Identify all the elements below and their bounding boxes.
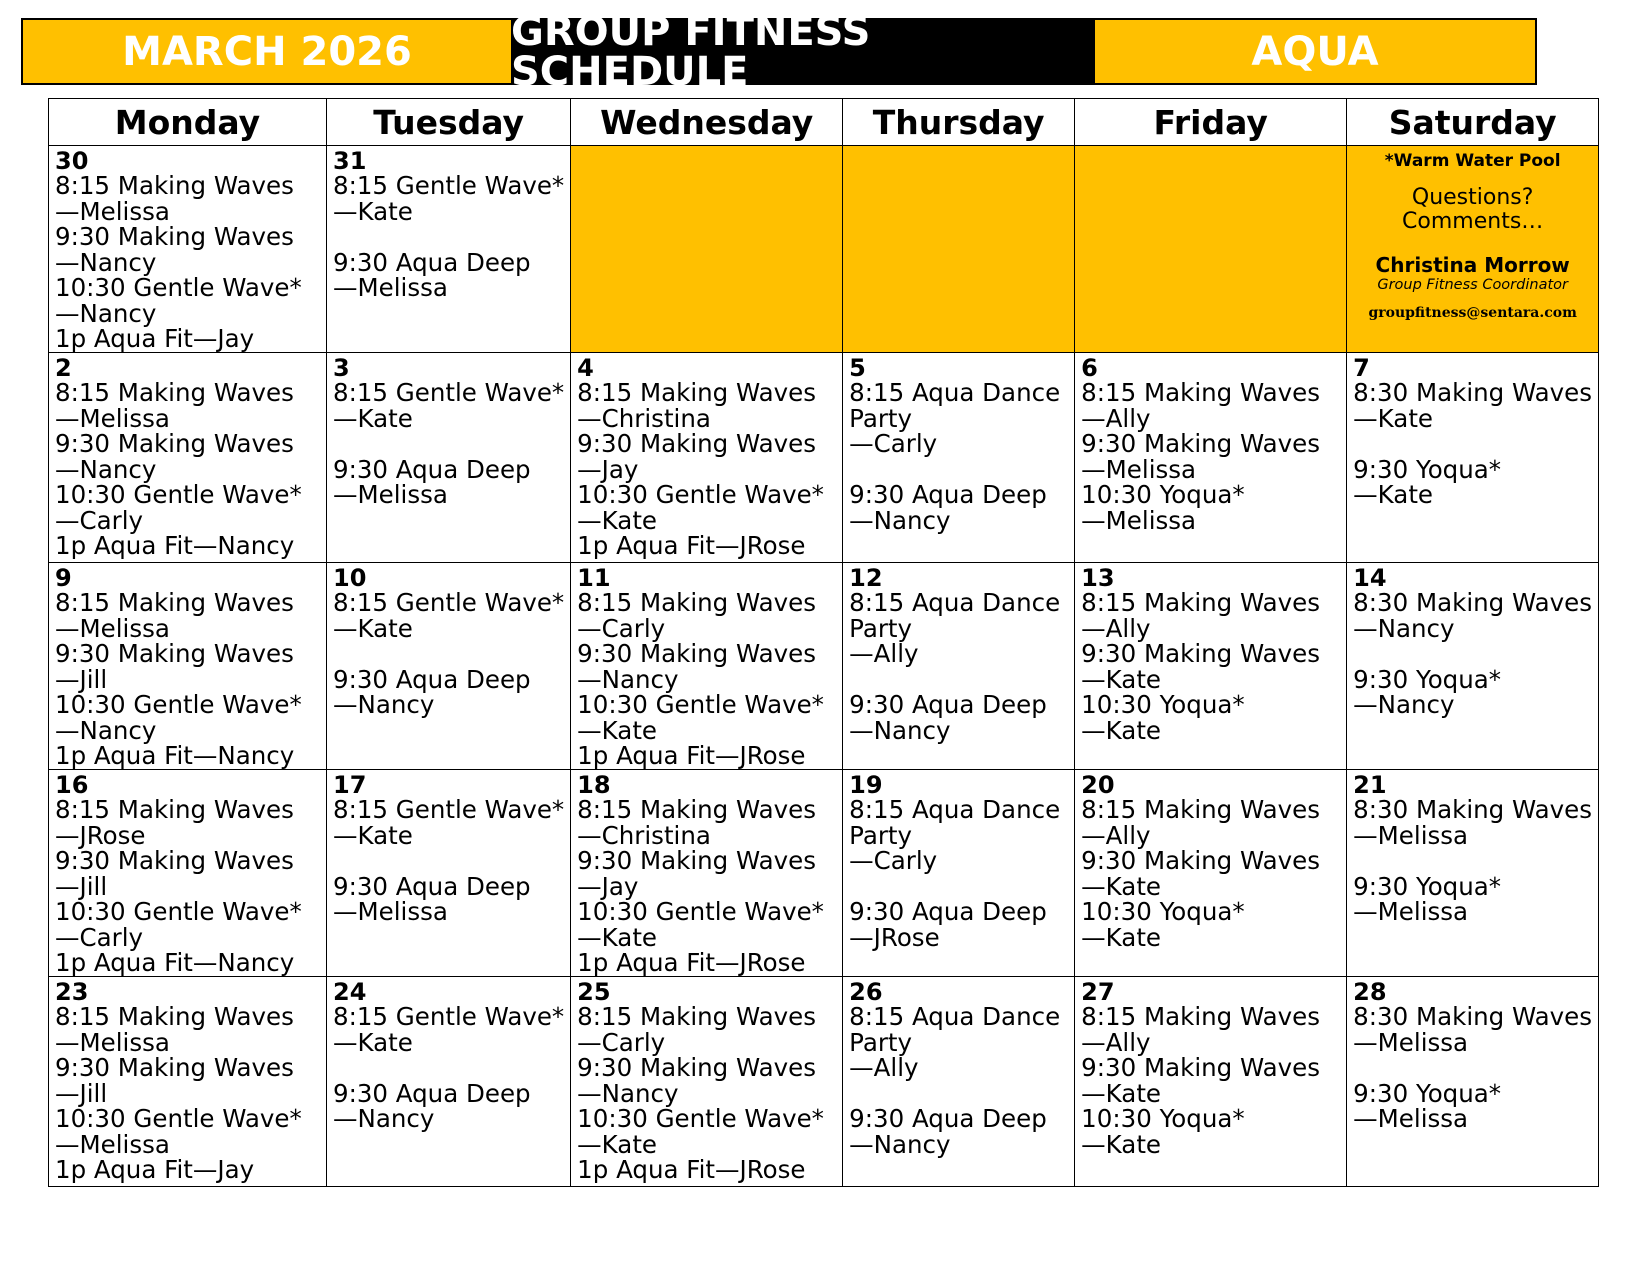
class-entry-line: —Melissa — [1081, 454, 1197, 484]
class-entry-line: 8:15 Making Waves — [577, 378, 816, 407]
class-entry-line: 9:30 Aqua Deep — [333, 664, 531, 694]
class-entry-line: 1p Aqua Fit—Jay — [55, 1155, 255, 1184]
day-number: 4 — [577, 354, 594, 382]
day-cell — [327, 770, 571, 977]
empty-day-cell — [571, 146, 843, 353]
class-entry-line — [333, 431, 564, 457]
class-entry-line: —Kate — [577, 715, 658, 745]
class-entry-line: —Jill — [55, 871, 108, 901]
class-entry-line: —Nancy — [1353, 613, 1455, 643]
day-content — [1075, 770, 1346, 950]
schedule-title: GROUP FITNESS SCHEDULE — [511, 20, 1095, 83]
class-entry-line: 8:30 Making Waves — [1353, 378, 1592, 407]
day-content — [1347, 977, 1598, 1132]
class-entry-line: —Carly — [849, 429, 938, 458]
class-entry-line: 9:30 Yoqua* — [1353, 664, 1502, 694]
day-cell — [1347, 563, 1599, 770]
day-number: 21 — [1353, 771, 1387, 799]
day-number: 9 — [55, 564, 72, 592]
day-content — [49, 146, 326, 352]
class-entry-line: 9:30 Aqua Deep — [849, 897, 1047, 926]
day-number: 18 — [577, 771, 611, 799]
day-number: 17 — [333, 771, 367, 799]
class-entry-line: —Melissa — [1353, 897, 1469, 926]
day-content — [843, 353, 1074, 533]
day-number: 24 — [333, 978, 367, 1006]
class-entry-line: 10:30 Gentle Wave* — [577, 480, 824, 509]
class-entry-line: 10:30 Yoqua* — [1081, 897, 1245, 926]
class-entry-line: 10:30 Gentle Wave* — [55, 690, 302, 719]
class-entry-line: 1p Aqua Fit—Nancy — [55, 741, 295, 770]
class-entry-line: 8:15 Making Waves — [577, 588, 816, 617]
class-entry-line: 9:30 Making Waves — [55, 639, 294, 668]
class-entry-line: 8:15 Making Waves — [1081, 588, 1320, 617]
day-number: 16 — [55, 771, 89, 799]
class-entry-line — [849, 874, 1068, 900]
class-entry-line: —Kate — [1081, 1129, 1162, 1159]
day-number: 28 — [1353, 978, 1387, 1006]
class-entry-line: —Nancy — [55, 298, 157, 328]
class-entry-line: 1p Aqua Fit—Nancy — [55, 948, 295, 977]
info-cell — [1347, 146, 1599, 353]
day-cell — [49, 977, 327, 1187]
class-entry-line: —Melissa — [55, 1027, 170, 1057]
class-entry-line — [1353, 1055, 1592, 1081]
day-cell — [571, 770, 843, 977]
class-entry-line: —Melissa — [333, 273, 448, 302]
day-content — [1075, 977, 1346, 1157]
class-entry-line — [849, 1081, 1068, 1107]
class-entry-line: —Jill — [55, 664, 108, 694]
class-entry-line: 8:15 Aqua Dance — [849, 588, 1061, 617]
class-entry-line: —Nancy — [333, 1104, 435, 1133]
class-entry-line: —Kate — [333, 403, 413, 433]
class-entry-line: 8:15 Making Waves — [577, 1002, 816, 1031]
day-number: 31 — [333, 147, 367, 175]
pool-note: *Warm Water Pool — [1384, 151, 1561, 171]
class-entry-line: —Melissa — [1081, 505, 1197, 535]
class-entry-line: —Nancy — [333, 690, 435, 719]
class-entry-line: —Nancy — [849, 1129, 951, 1159]
day-content — [327, 977, 570, 1132]
day-cell — [571, 563, 843, 770]
questions-text: Questions? — [1411, 185, 1534, 210]
class-entry-line — [1353, 431, 1592, 457]
class-entry-line: —Christina — [577, 403, 711, 433]
week-row — [49, 770, 1599, 977]
day-cell — [571, 353, 843, 563]
class-entry-line: —Kate — [333, 1027, 413, 1057]
day-number: 27 — [1081, 978, 1115, 1006]
class-entry-line: —Kate — [1353, 403, 1434, 433]
class-entry-line: 8:15 Making Waves — [55, 588, 294, 617]
day-content — [571, 770, 842, 976]
class-entry-line: 9:30 Making Waves — [1081, 1053, 1320, 1082]
class-entry-line — [333, 848, 564, 874]
class-entry-line: —Nancy — [577, 664, 679, 694]
class-entry-line: 9:30 Aqua Deep — [333, 1078, 531, 1108]
day-number: 11 — [577, 564, 611, 592]
class-entry-line: 9:30 Making Waves — [577, 639, 816, 668]
day-cell — [843, 353, 1075, 563]
class-entry-line: 9:30 Making Waves — [1081, 846, 1320, 875]
class-entry-line: 8:15 Making Waves — [55, 171, 294, 200]
class-entry-line: 8:15 Gentle Wave* — [333, 171, 565, 200]
day-cell — [1075, 977, 1347, 1187]
class-entry-line: 10:30 Gentle Wave* — [55, 480, 302, 509]
class-entry-line: —Kate — [577, 1129, 658, 1159]
day-content — [49, 563, 326, 769]
class-entry-line: —Kate — [1353, 480, 1434, 509]
class-entry-line: —Kate — [333, 820, 413, 850]
class-entry-line: —Nancy — [849, 715, 951, 745]
class-entry-line: 10:30 Gentle Wave* — [577, 897, 824, 926]
day-cell — [327, 146, 571, 353]
class-entry-line: 9:30 Making Waves — [1081, 429, 1320, 458]
class-entry-line: 9:30 Aqua Deep — [849, 480, 1047, 509]
class-entry-line: 8:15 Making Waves — [1081, 795, 1320, 824]
class-entry-line: 10:30 Gentle Wave* — [55, 1104, 302, 1133]
day-content — [571, 353, 842, 559]
day-content — [571, 563, 842, 769]
day-content — [843, 563, 1074, 743]
weekday-header: Friday — [1075, 99, 1347, 146]
class-entry-line — [849, 667, 1068, 693]
class-entry-line: —Kate — [577, 922, 658, 952]
class-entry-line — [1353, 641, 1592, 667]
class-entry-line: —Melissa — [1353, 820, 1469, 850]
class-entry-line: 9:30 Yoqua* — [1353, 871, 1502, 901]
class-entry-line: 8:15 Making Waves — [55, 795, 294, 824]
day-cell — [1075, 770, 1347, 977]
day-content — [1347, 353, 1598, 508]
comments-text: Comments… — [1402, 209, 1544, 234]
day-content — [1347, 770, 1598, 925]
class-entry-line: —Kate — [1081, 664, 1162, 694]
class-entry-line: 1p Aqua Fit—Nancy — [55, 531, 295, 560]
program-label: AQUA — [1251, 28, 1379, 75]
class-entry-line — [1353, 848, 1592, 874]
class-entry-line: 8:15 Aqua Dance — [849, 795, 1061, 824]
class-entry-line: Party — [849, 403, 913, 433]
class-entry-line: —Ally — [849, 1053, 919, 1082]
class-entry-line: —JRose — [849, 922, 940, 952]
class-entry-line: —Kate — [1081, 871, 1162, 901]
class-entry-line: 10:30 Gentle Wave* — [55, 897, 302, 926]
class-entry-line: —Carly — [55, 505, 143, 535]
class-entry-line: 9:30 Yoqua* — [1353, 1078, 1502, 1108]
class-entry-line: —Carly — [577, 1027, 666, 1057]
class-entry-line: —Carly — [577, 613, 666, 643]
class-entry-line: —JRose — [55, 820, 146, 850]
empty-day-cell — [1075, 146, 1347, 353]
week-row — [49, 977, 1599, 1187]
class-entry-line: 10:30 Gentle Wave* — [55, 273, 302, 302]
class-entry-line: 1p Aqua Fit—Jay — [55, 324, 255, 353]
day-content — [327, 146, 570, 301]
class-entry-line: 9:30 Aqua Deep — [849, 1104, 1047, 1133]
weekday-header: Wednesday — [571, 99, 843, 146]
class-entry-line: 8:15 Making Waves — [1081, 378, 1320, 407]
day-content — [327, 353, 570, 508]
week-row — [49, 353, 1599, 563]
day-cell — [1347, 770, 1599, 977]
day-cell — [49, 770, 327, 977]
class-entry-line: —Melissa — [55, 613, 170, 643]
class-entry-line: —Kate — [577, 505, 658, 535]
day-content — [49, 977, 326, 1183]
class-entry-line: —Melissa — [55, 403, 170, 433]
class-entry-line: 9:30 Making Waves — [577, 846, 816, 875]
class-entry-line: —Ally — [1081, 613, 1151, 643]
day-content — [843, 977, 1074, 1157]
class-entry-line: 10:30 Yoqua* — [1081, 690, 1245, 719]
class-entry-line: 9:30 Aqua Deep — [333, 247, 531, 277]
class-entry-line: 1p Aqua Fit—JRose — [577, 531, 806, 560]
day-cell — [843, 770, 1075, 977]
class-entry-line: —Melissa — [1353, 1104, 1469, 1133]
day-cell — [327, 563, 571, 770]
class-entry-line: —Nancy — [1353, 690, 1455, 719]
class-entry-line: 9:30 Making Waves — [577, 429, 816, 458]
class-entry-line: 9:30 Yoqua* — [1353, 454, 1502, 484]
day-content — [327, 563, 570, 718]
weekday-header: Monday — [49, 99, 327, 146]
day-number: 25 — [577, 978, 611, 1006]
day-content — [843, 770, 1074, 950]
day-content — [327, 770, 570, 925]
class-entry-line: —Jay — [577, 871, 639, 901]
class-entry-line: —Carly — [849, 846, 938, 875]
day-content — [49, 353, 326, 559]
class-entry-line: 8:15 Making Waves — [55, 1002, 294, 1031]
class-entry-line: 9:30 Aqua Deep — [849, 690, 1047, 719]
class-entry-line: —Ally — [849, 639, 919, 668]
day-number: 13 — [1081, 564, 1115, 592]
class-entry-line: —Ally — [1081, 1027, 1151, 1057]
class-entry-line: —Ally — [1081, 403, 1151, 433]
day-cell — [1347, 353, 1599, 563]
class-entry-line: —Kate — [333, 613, 413, 643]
day-cell — [843, 563, 1075, 770]
class-entry-line: —Nancy — [577, 1078, 679, 1108]
coordinator-name: Christina Morrow — [1375, 253, 1570, 277]
day-content — [49, 770, 326, 976]
class-entry-line: —Jill — [55, 1078, 108, 1108]
day-cell — [327, 977, 571, 1187]
day-content — [1075, 563, 1346, 743]
class-entry-line: 9:30 Making Waves — [1081, 639, 1320, 668]
day-number: 2 — [55, 354, 72, 382]
class-entry-line: —Kate — [1081, 922, 1162, 952]
class-entry-line: 1p Aqua Fit—JRose — [577, 948, 806, 977]
weekday-header: Thursday — [843, 99, 1075, 146]
week-row — [49, 146, 1599, 353]
day-number: 20 — [1081, 771, 1115, 799]
class-entry-line: 9:30 Aqua Deep — [333, 871, 531, 901]
class-entry-line: —Kate — [1081, 715, 1162, 745]
class-entry-line: —Ally — [1081, 820, 1151, 850]
day-number: 23 — [55, 978, 89, 1006]
day-number: 12 — [849, 564, 883, 592]
class-entry-line: 8:15 Gentle Wave* — [333, 588, 565, 617]
day-cell — [49, 353, 327, 563]
class-entry-line: Party — [849, 613, 913, 643]
day-number: 26 — [849, 978, 883, 1006]
day-cell — [327, 353, 571, 563]
day-number: 6 — [1081, 354, 1098, 382]
class-entry-line: 10:30 Yoqua* — [1081, 480, 1245, 509]
class-entry-line: 10:30 Gentle Wave* — [577, 1104, 824, 1133]
class-entry-line: —Jay — [577, 454, 639, 484]
class-entry-line: 9:30 Aqua Deep — [333, 454, 531, 484]
class-entry-line: Party — [849, 820, 913, 850]
day-cell — [1075, 353, 1347, 563]
class-entry-line: 8:30 Making Waves — [1353, 1002, 1592, 1031]
class-entry-line: —Kate — [1081, 1078, 1162, 1108]
class-entry-line: 8:15 Gentle Wave* — [333, 378, 565, 407]
class-entry-line: —Christina — [577, 820, 711, 850]
class-entry-line: 8:15 Aqua Dance — [849, 1002, 1061, 1031]
weekday-header-row — [49, 99, 1599, 146]
class-entry-line: 8:30 Making Waves — [1353, 795, 1592, 824]
class-entry-line: —Kate — [333, 196, 413, 226]
class-entry-line: —Nancy — [55, 454, 157, 484]
schedule-calendar — [48, 98, 1599, 1187]
class-entry-line: —Nancy — [55, 715, 157, 745]
day-number: 3 — [333, 354, 350, 382]
class-entry-line: Party — [849, 1027, 913, 1057]
weekday-header: Saturday — [1347, 99, 1599, 146]
day-number: 14 — [1353, 564, 1387, 592]
class-entry-line: 10:30 Yoqua* — [1081, 1104, 1245, 1133]
class-entry-line: 10:30 Gentle Wave* — [577, 690, 824, 719]
contact-email: groupfitness@sentara.com — [1368, 305, 1577, 321]
class-entry-line: 8:15 Making Waves — [577, 795, 816, 824]
class-entry-line: 1p Aqua Fit—JRose — [577, 1155, 806, 1184]
class-entry-line: 9:30 Making Waves — [577, 1053, 816, 1082]
class-entry-line: —Melissa — [55, 1129, 170, 1159]
class-entry-line: —Nancy — [55, 247, 157, 277]
day-cell — [1075, 563, 1347, 770]
class-entry-line: 8:30 Making Waves — [1353, 588, 1592, 617]
class-entry-line: —Nancy — [849, 505, 951, 535]
class-entry-line: —Melissa — [1353, 1027, 1469, 1057]
class-entry-line: 9:30 Making Waves — [55, 1053, 294, 1082]
class-entry-line — [849, 457, 1068, 483]
day-cell — [1347, 977, 1599, 1187]
day-number: 7 — [1353, 354, 1370, 382]
day-content — [1347, 563, 1598, 718]
schedule-header-banner — [21, 8, 1537, 95]
day-number: 19 — [849, 771, 883, 799]
weekday-header: Tuesday — [327, 99, 571, 146]
empty-day-cell — [843, 146, 1075, 353]
class-entry-line: 8:15 Gentle Wave* — [333, 795, 565, 824]
day-cell — [571, 977, 843, 1187]
day-content — [571, 977, 842, 1183]
week-row — [49, 563, 1599, 770]
day-number: 5 — [849, 354, 866, 382]
class-entry-line: 9:30 Making Waves — [55, 222, 294, 251]
class-entry-line: —Melissa — [333, 897, 448, 926]
class-entry-line — [333, 1055, 564, 1081]
day-cell — [49, 146, 327, 353]
day-number: 30 — [55, 147, 89, 175]
day-cell — [843, 977, 1075, 1187]
coordinator-title: Group Fitness Coordinator — [1377, 277, 1568, 293]
class-entry-line: 8:15 Aqua Dance — [849, 378, 1061, 407]
class-entry-line: 9:30 Making Waves — [55, 846, 294, 875]
class-entry-line: 8:15 Making Waves — [55, 378, 294, 407]
class-entry-line: —Melissa — [55, 196, 170, 226]
class-entry-line: 9:30 Making Waves — [55, 429, 294, 458]
class-entry-line: 8:15 Gentle Wave* — [333, 1002, 565, 1031]
class-entry-line — [333, 224, 564, 250]
day-number: 10 — [333, 564, 367, 592]
contact-info — [1347, 146, 1598, 322]
class-entry-line: 1p Aqua Fit—JRose — [577, 741, 806, 770]
day-cell — [49, 563, 327, 770]
class-entry-line: —Melissa — [333, 480, 448, 509]
class-entry-line: —Carly — [55, 922, 143, 952]
class-entry-line: 8:15 Making Waves — [1081, 1002, 1320, 1031]
day-content — [1075, 353, 1346, 533]
class-entry-line — [333, 641, 564, 667]
month-label: MARCH 2026 — [122, 28, 412, 75]
